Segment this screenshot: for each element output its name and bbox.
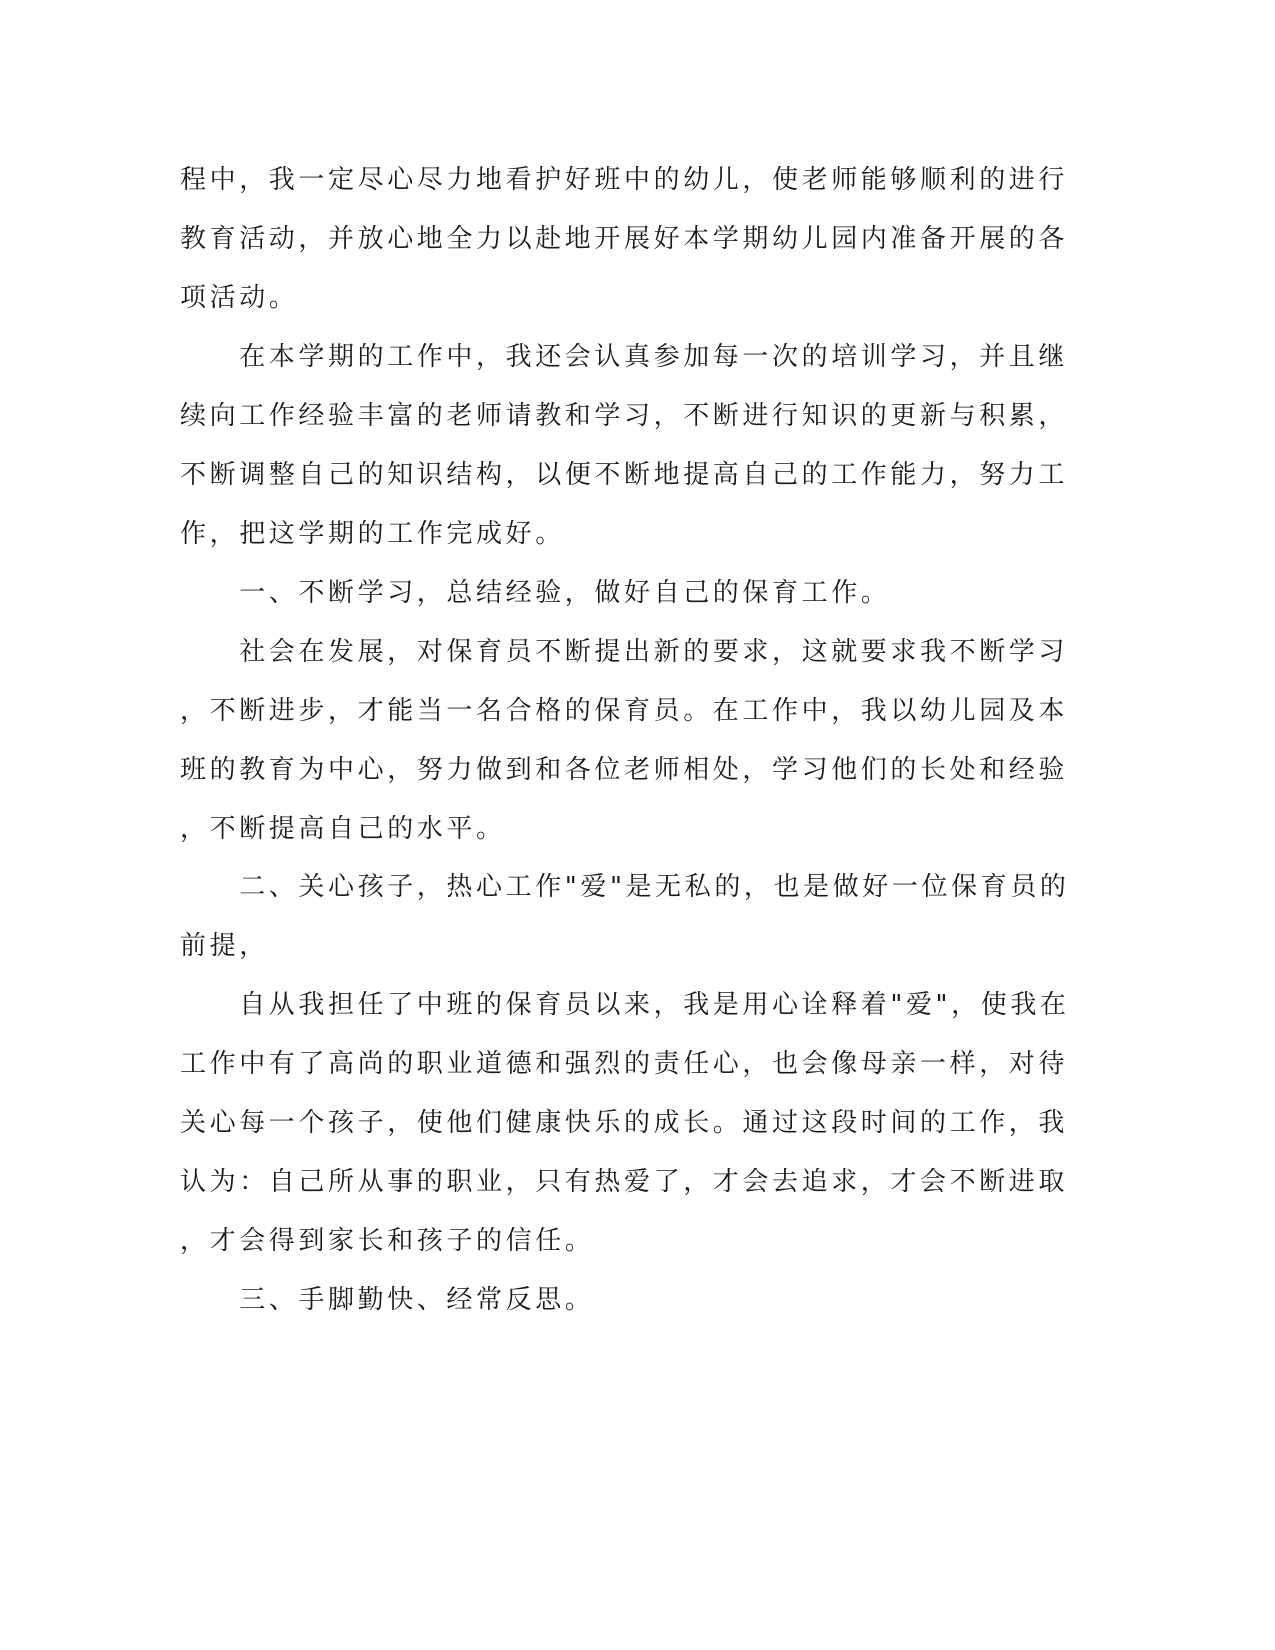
text-line: ，才会得到家长和孩子的信任。 xyxy=(180,1226,595,1256)
text-line: 程中，我一定尽心尽力地看护好班中的幼儿，使老师能够顺利的进行 xyxy=(180,165,1069,195)
text-line: 工作中有了高尚的职业道德和强烈的责任心，也会像母亲一样，对待 xyxy=(180,1049,1069,1079)
text-line: ，不断进步，才能当一名合格的保育员。在工作中，我以幼儿园及本 xyxy=(180,696,1069,726)
text-line: 不断调整自己的知识结构，以便不断地提高自己的工作能力，努力工 xyxy=(180,460,1069,490)
text-line: 项活动。 xyxy=(180,283,299,313)
text-line: 二、关心孩子，热心工作"爱"是无私的，也是做好一位保育员的 xyxy=(180,872,1070,902)
text-line: 三、手脚勤快、经常反思。 xyxy=(180,1285,595,1315)
text-line: 续向工作经验丰富的老师请教和学习，不断进行知识的更新与积累， xyxy=(180,401,1069,431)
text-line: 关心每一个孩子，使他们健康快乐的成长。通过这段时间的工作，我 xyxy=(180,1108,1069,1138)
text-line: 教育活动，并放心地全力以赴地开展好本学期幼儿园内准备开展的各 xyxy=(180,224,1069,254)
text-line: 前提， xyxy=(180,931,269,961)
text-line: 社会在发展，对保育员不断提出新的要求，这就要求我不断学习 xyxy=(180,637,1069,667)
text-line: 自从我担任了中班的保育员以来，我是用心诠释着"爱"，使我在 xyxy=(180,990,1070,1020)
text-line: 作，把这学期的工作完成好。 xyxy=(180,519,565,549)
text-line: ，不断提高自己的水平。 xyxy=(180,814,506,844)
text-line: 在本学期的工作中，我还会认真参加每一次的培训学习，并且继 xyxy=(180,342,1069,372)
text-line: 班的教育为中心，努力做到和各位老师相处，学习他们的长处和经验 xyxy=(180,755,1069,785)
text-line: 一、不断学习，总结经验，做好自己的保育工作。 xyxy=(180,578,891,608)
text-line: 认为：自己所从事的职业，只有热爱了，才会去追求，才会不断进取 xyxy=(180,1167,1069,1197)
